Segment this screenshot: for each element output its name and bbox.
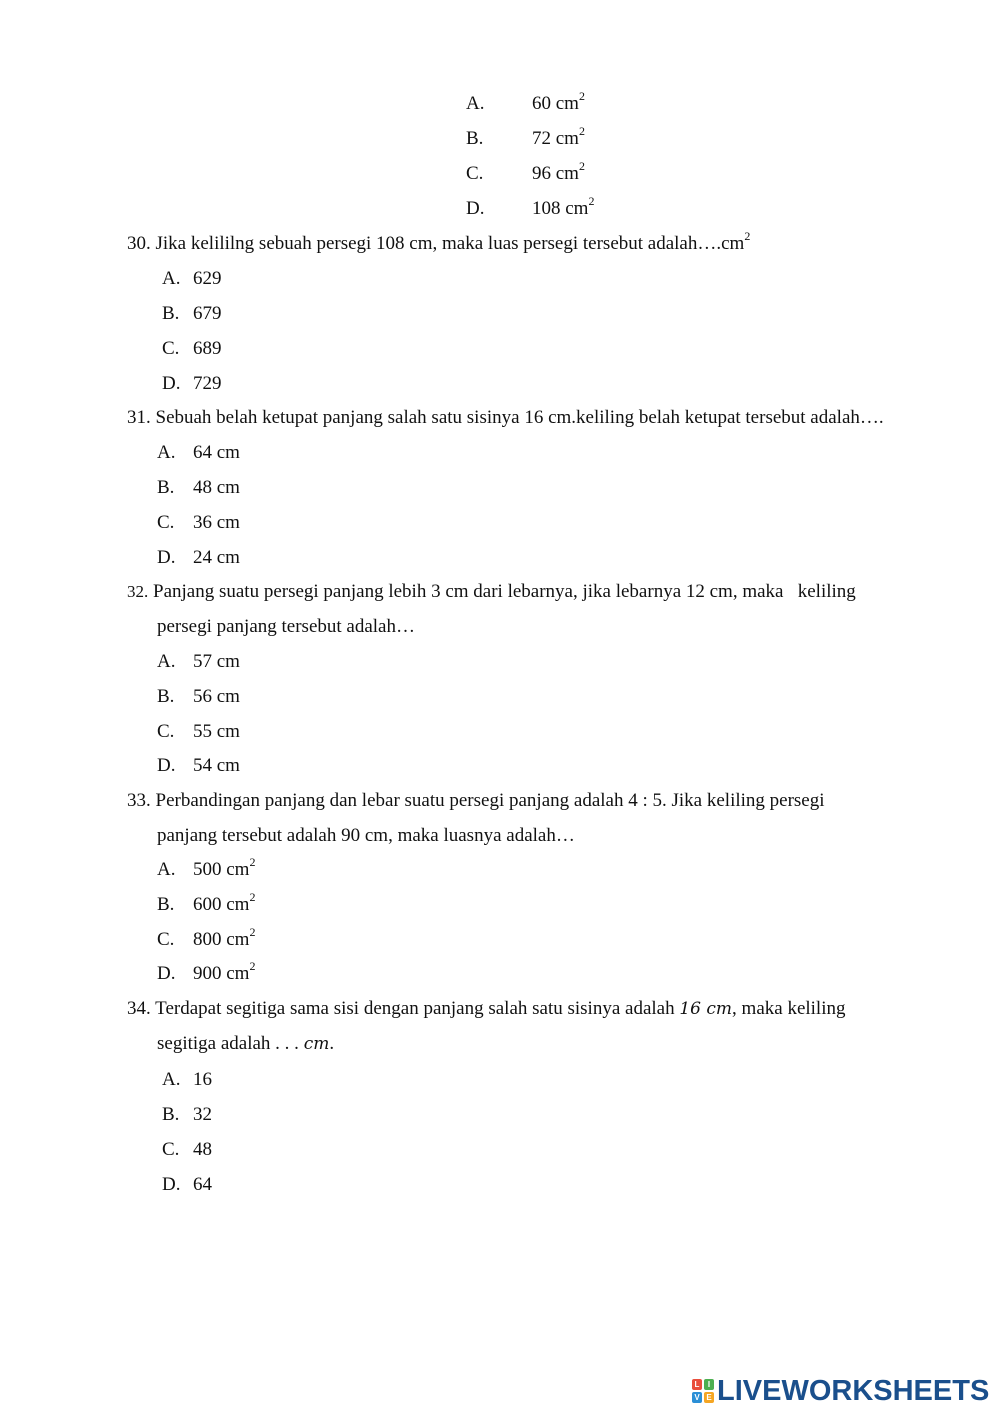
q32-option-b[interactable] [157, 685, 240, 709]
superscript: 2 [744, 229, 751, 243]
q31-option-a[interactable] [157, 441, 240, 465]
q34-option-a[interactable] [162, 1068, 212, 1092]
option-text: 57 cm [193, 651, 240, 672]
option-text: 36 cm [193, 512, 240, 533]
question-33 [127, 789, 825, 813]
prev-option-b [466, 124, 585, 151]
option-text: 56 cm [193, 686, 240, 707]
option-label: B. [162, 303, 180, 324]
option-label: A. [466, 93, 485, 114]
option-text: 729 [193, 373, 222, 394]
option-label: B. [157, 894, 175, 915]
q31-option-c[interactable] [157, 511, 240, 535]
q30-option-a[interactable] [162, 267, 222, 291]
question-text-b: . [329, 1033, 335, 1054]
prev-option-d [466, 194, 595, 221]
q33-option-a[interactable] [157, 855, 256, 882]
math-expression: cm [303, 1034, 330, 1054]
option-text: 64 [193, 1174, 212, 1195]
question-text-line1: Perbandingan panjang dan lebar suatu persegi panjang adalah 4 : 5. Jika keliling persegi [155, 790, 825, 811]
logo-mark-letter: I [704, 1379, 714, 1390]
superscript: 2 [578, 124, 585, 138]
question-34 [127, 997, 846, 1021]
prev-option-c [466, 159, 585, 186]
option-text: 679 [193, 303, 222, 324]
logo-mark-letter: E [704, 1392, 714, 1403]
question-number: 33. [127, 790, 151, 811]
option-text: 64 cm [193, 442, 240, 463]
option-text: 60 cm [532, 93, 579, 114]
option-label: D. [157, 547, 176, 568]
superscript: 2 [249, 890, 256, 904]
option-label: D. [162, 373, 181, 394]
question-text-a: segitiga adalah . . . [157, 1033, 304, 1054]
superscript: 2 [578, 89, 585, 103]
q32-option-c[interactable] [157, 720, 240, 744]
superscript: 2 [249, 855, 256, 869]
question-number: 31. [127, 407, 151, 428]
question-number: 34. [127, 998, 151, 1019]
q32-option-d[interactable] [157, 754, 240, 778]
option-text: 24 cm [193, 547, 240, 568]
question-31 [127, 406, 884, 430]
q30-option-c[interactable] [162, 337, 222, 361]
question-number: 32. [127, 582, 149, 601]
superscript: 2 [249, 959, 256, 973]
q31-option-b[interactable] [157, 476, 240, 500]
superscript: 2 [588, 194, 595, 208]
option-text: 55 cm [193, 721, 240, 742]
question-34-line2 [157, 1032, 334, 1056]
option-label: C. [162, 1139, 180, 1160]
option-label: C. [157, 512, 175, 533]
option-text: 900 cm [193, 963, 250, 984]
superscript: 2 [249, 925, 256, 939]
option-label: A. [157, 651, 176, 672]
logo-mark-letter: L [692, 1379, 702, 1390]
superscript: 2 [578, 159, 585, 173]
option-text: 96 cm [532, 163, 579, 184]
option-label: B. [157, 686, 175, 707]
option-label: B. [162, 1104, 180, 1125]
option-text: 108 cm [532, 198, 589, 219]
option-label: C. [466, 163, 484, 184]
option-text: 629 [193, 268, 222, 289]
option-label: B. [466, 128, 484, 149]
question-text-b: , maka keliling [732, 998, 846, 1019]
option-label: C. [162, 338, 180, 359]
option-label: A. [162, 268, 181, 289]
q33-option-c[interactable] [157, 925, 256, 952]
q33-option-b[interactable] [157, 890, 256, 917]
prev-option-a [466, 89, 585, 116]
option-text: 32 [193, 1104, 212, 1125]
option-text: 72 cm [532, 128, 579, 149]
liveworksheets-logo[interactable] [692, 1374, 989, 1408]
q31-option-d[interactable] [157, 546, 240, 570]
option-label: D. [157, 963, 176, 984]
question-33-line2: panjang tersebut adalah 90 cm, maka luasnya adalah… [157, 825, 575, 846]
question-text-line1: Panjang suatu persegi panjang lebih 3 cm dari lebarnya, jika lebarnya 12 cm, maka keliling [153, 581, 856, 602]
question-32 [127, 580, 856, 604]
option-text: 500 cm [193, 859, 250, 880]
option-text: 48 cm [193, 477, 240, 498]
question-text-a: Terdapat segitiga sama sisi dengan panjang salah satu sisinya adalah [155, 998, 680, 1019]
question-30 [127, 229, 751, 256]
q33-option-d[interactable] [157, 959, 256, 986]
option-label: C. [157, 929, 175, 950]
question-text: Jika kelililng sebuah persegi 108 cm, maka luas persegi tersebut adalah….cm [155, 233, 745, 254]
option-label: B. [157, 477, 175, 498]
option-text: 689 [193, 338, 222, 359]
q34-option-d[interactable] [162, 1173, 212, 1197]
option-label: A. [157, 442, 176, 463]
option-label: C. [157, 721, 175, 742]
option-text: 600 cm [193, 894, 250, 915]
question-text: Sebuah belah ketupat panjang salah satu sisinya 16 cm.keliling belah ketupat tersebut adalah…. [155, 407, 884, 428]
question-32-line2: persegi panjang tersebut adalah… [157, 616, 415, 637]
q34-option-b[interactable] [162, 1103, 212, 1127]
option-text: 48 [193, 1139, 212, 1160]
logo-text: LIVEWORKSHEETS [717, 1375, 990, 1407]
option-label: D. [157, 755, 176, 776]
q32-option-a[interactable] [157, 650, 240, 674]
option-label: D. [466, 198, 485, 219]
q34-option-c[interactable] [162, 1138, 212, 1162]
logo-mark-icon [692, 1379, 714, 1403]
math-expression: 16 cm [679, 999, 733, 1019]
logo-mark-letter: V [692, 1392, 702, 1403]
option-text: 54 cm [193, 755, 240, 776]
option-text: 16 [193, 1069, 212, 1090]
q30-option-b[interactable] [162, 302, 222, 326]
option-label: A. [157, 859, 176, 880]
question-number: 30. [127, 233, 151, 254]
option-text: 800 cm [193, 929, 250, 950]
option-label: D. [162, 1174, 181, 1195]
option-label: A. [162, 1069, 181, 1090]
q30-option-d[interactable] [162, 372, 222, 396]
